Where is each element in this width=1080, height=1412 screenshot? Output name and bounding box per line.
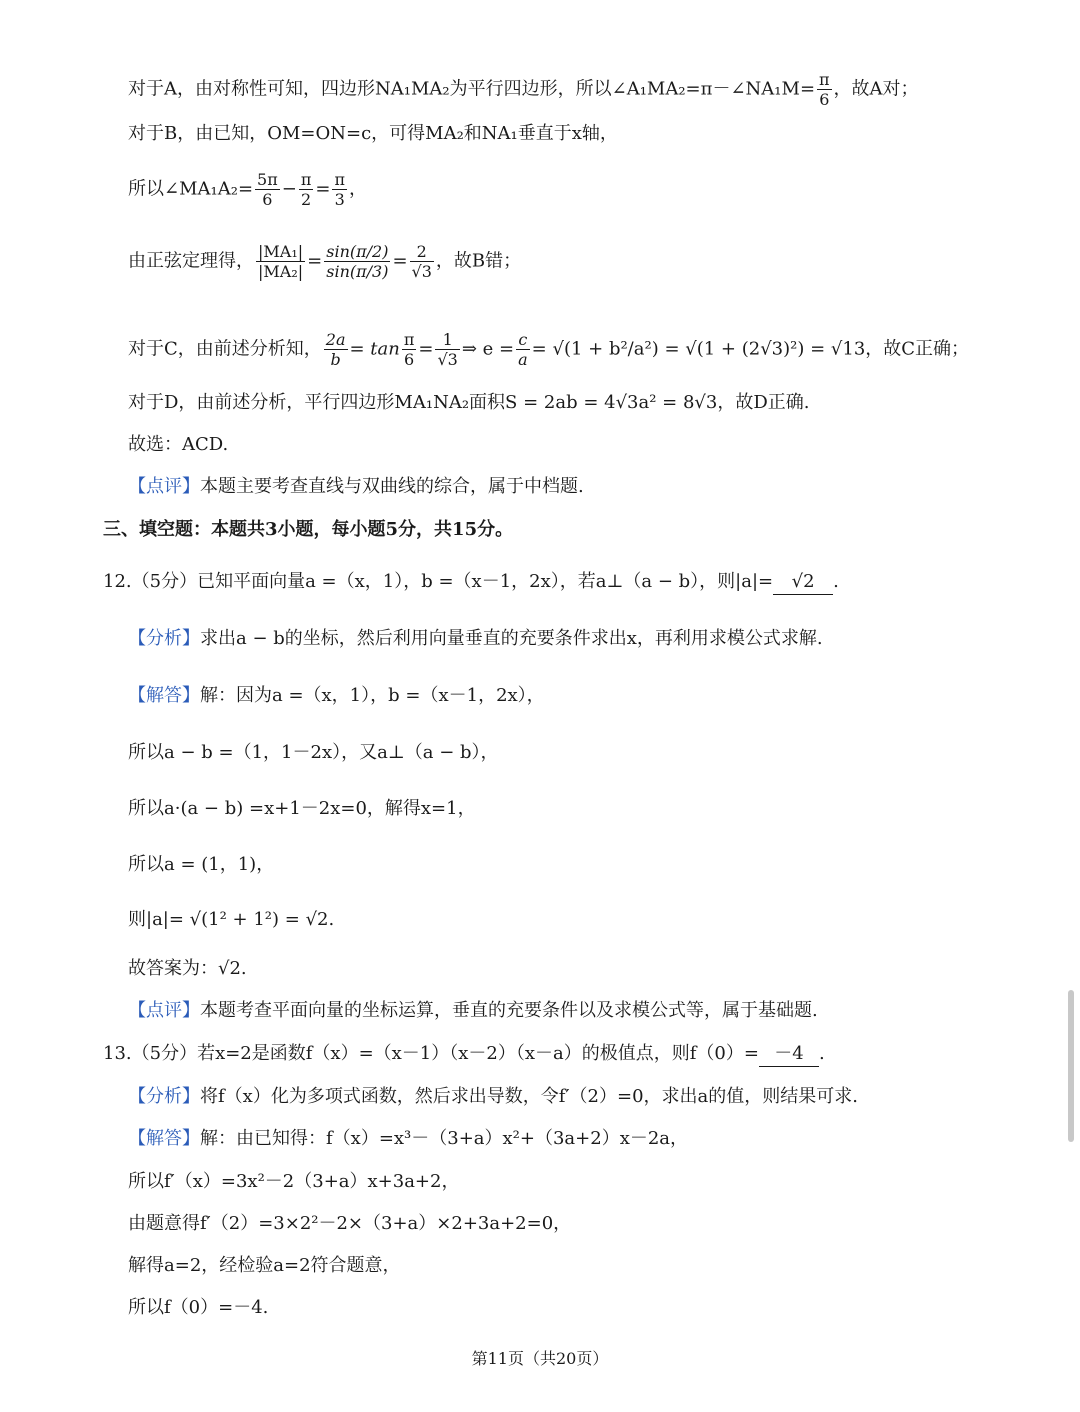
- fraction: [324, 242, 390, 281]
- text: 12.（5分）已知平面向量a =（x，1），b =（x－1，2x），若a⊥（a − b），则|a|=: [103, 571, 774, 592]
- answer-blank: √2: [773, 570, 833, 595]
- operator: =: [315, 178, 331, 200]
- solution-line: 所以a·(a − b) =x+1－2x=0，解得x=1，: [128, 798, 476, 819]
- fraction: [299, 170, 314, 209]
- denominator: a: [518, 350, 528, 369]
- solution-line: 所以a − b =（1，1－2x），又a⊥（a − b），: [128, 742, 499, 763]
- text: 本题主要考查直线与双曲线的综合，属于中档题.: [200, 476, 584, 497]
- numerator: 1: [435, 330, 459, 350]
- text: 解：由已知得：f（x）=x³－（3+a）x²+（3a+2）x－2a，: [200, 1128, 689, 1149]
- text: 本题考查平面向量的坐标运算，垂直的充要条件以及求模公式等，属于基础题.: [200, 1000, 818, 1021]
- operator: = tan: [349, 338, 400, 360]
- comment-12: [128, 999, 818, 1023]
- solution-line: 故答案为：√2.: [128, 958, 247, 979]
- text: 对于A，由对称性可知，四边形NA₁MA₂为平行四边形，所以∠A₁MA₂=π－∠NA₁M=: [128, 78, 816, 100]
- solution-line: 解得a=2，经检验a=2符合题意，: [128, 1255, 401, 1276]
- fraction: [402, 330, 417, 369]
- denominator: 6: [819, 90, 830, 109]
- denominator: 6: [262, 190, 273, 209]
- analysis-12: [128, 627, 823, 651]
- analysis-13: [128, 1085, 858, 1109]
- numerator: 5π: [257, 170, 278, 189]
- fraction: [435, 330, 459, 369]
- solution-line: 所以f（0）=－4.: [128, 1297, 269, 1318]
- line-a: [128, 70, 919, 109]
- fraction: [516, 330, 530, 369]
- solution-line: 所以f′（x）=3x²－2（3+a）x+3a+2，: [128, 1171, 460, 1192]
- question-12: [103, 570, 839, 595]
- operator: =: [307, 250, 323, 272]
- line-b: 对于B，由已知，OM=ON=c，可得MA₂和NA₁垂直于x轴，: [128, 123, 618, 144]
- denominator: √3: [437, 350, 458, 369]
- fraction: [817, 70, 832, 109]
- numerator: sin(π/2): [326, 242, 389, 261]
- operator: =: [392, 250, 408, 272]
- numerator: π: [300, 170, 312, 189]
- denominator: |MA₂|: [258, 262, 304, 281]
- fraction: [410, 242, 434, 281]
- comment-11: [128, 475, 584, 499]
- denominator: 3: [334, 190, 345, 209]
- numerator: π: [334, 170, 345, 189]
- analysis-tag: 【分析】: [128, 628, 200, 649]
- section-heading: 三、填空题：本题共3小题，每小题5分，共15分。: [103, 519, 514, 540]
- text: 由正弦定理得，: [128, 250, 254, 272]
- numerator: 2: [410, 242, 434, 262]
- comment-tag: 【点评】: [128, 1000, 200, 1021]
- solution-tag: 【解答】: [128, 685, 200, 706]
- denominator: 2: [300, 190, 312, 209]
- solution-13: [128, 1127, 688, 1151]
- numerator: 2a: [325, 330, 346, 349]
- denominator: b: [330, 350, 341, 369]
- fraction: [255, 170, 280, 209]
- line-c: [128, 330, 969, 369]
- denominator: 6: [404, 350, 415, 369]
- denominator: √3: [411, 262, 432, 281]
- text: ，故C正确；: [865, 338, 970, 360]
- fraction: [332, 170, 347, 209]
- line-b-angle: [128, 170, 367, 209]
- text: 解：因为a =（x，1），b =（x－1，2x），: [200, 685, 545, 706]
- analysis-tag: 【分析】: [128, 1086, 200, 1107]
- answer-blank: －4: [759, 1042, 819, 1067]
- comment-tag: 【点评】: [128, 476, 200, 497]
- numerator: π: [819, 70, 830, 89]
- text: 所以∠MA₁A₂=: [128, 178, 254, 200]
- question-13: [103, 1042, 825, 1067]
- text: 13.（5分）若x=2是函数f（x）=（x－1）（x－2）（x－a）的极值点，则f（0）=: [103, 1043, 759, 1064]
- fraction: [256, 242, 305, 281]
- solution-line: 由题意得f′（2）=3×2²－2×（3+a）×2+3a+2=0，: [128, 1213, 572, 1234]
- operator: =: [418, 338, 434, 360]
- text: 对于C，由前述分析知，: [128, 338, 322, 360]
- operator: ⇒ e =: [461, 338, 515, 360]
- line-b-sine: [128, 242, 521, 281]
- text: ，故A对；: [833, 78, 919, 100]
- text: ，: [348, 178, 367, 200]
- denominator: sin(π/3): [326, 262, 389, 281]
- solution-line: 所以a = (1，1)，: [128, 854, 275, 875]
- solution-line: 则|a|= √(1² + 1²) = √2.: [128, 909, 335, 930]
- text: 求出a − b的坐标，然后利用向量垂直的充要条件求出x，再利用求模公式求解.: [200, 628, 823, 649]
- solution-12: [128, 684, 545, 708]
- text: ，故B错；: [435, 250, 522, 272]
- numerator: |MA₁|: [258, 242, 304, 261]
- formula: = √(1 + b²/a²) = √(1 + (2√3)²) = √13: [531, 338, 866, 360]
- text: 将f（x）化为多项式函数，然后求出导数，令f′（2）=0，求出a的值，则结果可求.: [200, 1086, 858, 1107]
- operator: −: [281, 178, 297, 200]
- solution-tag: 【解答】: [128, 1128, 200, 1149]
- line-d: 对于D，由前述分析，平行四边形MA₁NA₂面积S = 2ab = 4√3a² = 8√3，故D正确.: [128, 392, 810, 413]
- numerator: c: [516, 330, 530, 350]
- numerator: π: [403, 330, 415, 349]
- text: .: [833, 571, 839, 592]
- choice-answer: 故选：ACD.: [128, 434, 229, 455]
- page-footer: 第11页（共20页）: [471, 1349, 609, 1368]
- fraction: [324, 330, 348, 369]
- text: .: [818, 1043, 825, 1064]
- scrollbar-thumb[interactable]: [1068, 990, 1074, 1142]
